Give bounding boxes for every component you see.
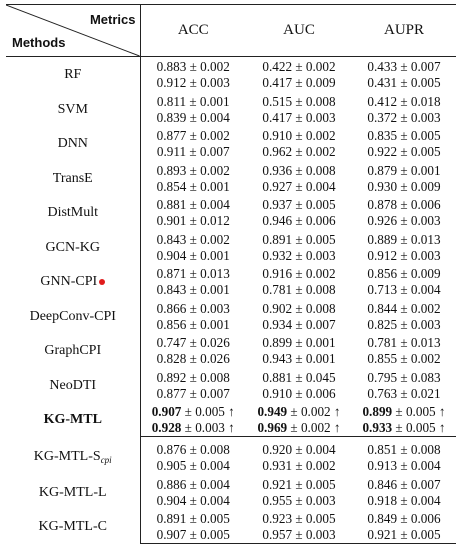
cell-acc: 0.907 ± 0.005 bbox=[140, 527, 246, 544]
cell-aupr: 0.849 ± 0.006 bbox=[367, 511, 441, 526]
method-name bbox=[6, 230, 140, 265]
cell-acc: 0.828 ± 0.026 bbox=[156, 351, 230, 367]
results-table bbox=[6, 4, 456, 544]
value-deviation: ± 0.005 ↑ bbox=[392, 420, 446, 435]
cell-acc: 0.893 ± 0.002 bbox=[156, 162, 230, 178]
table-header-row bbox=[6, 5, 456, 57]
cell-acc: 0.854 ± 0.001 bbox=[156, 178, 230, 194]
cell-auc: 0.934 ± 0.007 bbox=[262, 316, 336, 332]
best-value: 0.928 bbox=[151, 420, 182, 435]
cell-auc: 0.955 ± 0.003 bbox=[262, 492, 336, 508]
column-header-aupr: AUPR bbox=[352, 5, 456, 57]
cell-acc: 0.839 ± 0.004 bbox=[156, 109, 230, 125]
cell-auc: 0.881 ± 0.045 bbox=[262, 369, 336, 385]
cell-aupr: 0.889 ± 0.013 bbox=[367, 231, 441, 247]
cell-auc: 0.937 ± 0.005 bbox=[262, 197, 336, 212]
method-label: DeepConv-CPI bbox=[29, 308, 116, 324]
method-label: SVM bbox=[57, 101, 88, 117]
cell-aupr bbox=[352, 402, 456, 420]
cell-auc bbox=[246, 402, 352, 420]
cell-aupr: 0.835 ± 0.005 bbox=[367, 128, 441, 143]
method-label: GraphCPI bbox=[44, 343, 102, 359]
method-label: GCN-KG bbox=[45, 239, 100, 255]
cell-auc: 0.957 ± 0.003 bbox=[246, 527, 352, 544]
table-row bbox=[6, 57, 456, 76]
cell-auc: 0.927 ± 0.004 bbox=[262, 178, 336, 194]
cell-auc: 0.891 ± 0.005 bbox=[262, 231, 336, 247]
cell-auc: 0.932 ± 0.003 bbox=[262, 247, 336, 263]
method-name bbox=[6, 161, 140, 196]
cell-aupr: 0.855 ± 0.002 bbox=[367, 351, 441, 367]
method-name bbox=[6, 299, 140, 334]
value-deviation: ± 0.005 ↑ bbox=[392, 404, 446, 419]
table-row bbox=[6, 92, 456, 110]
cell-acc: 0.905 ± 0.004 bbox=[156, 458, 230, 474]
value-deviation: ± 0.002 ↑ bbox=[287, 420, 341, 435]
cell-aupr: 0.795 ± 0.083 bbox=[367, 369, 441, 385]
method-name bbox=[6, 264, 140, 299]
method-name bbox=[6, 402, 140, 437]
cell-auc: 0.910 ± 0.002 bbox=[262, 128, 336, 143]
best-value: 0.899 bbox=[362, 404, 393, 419]
table-row bbox=[6, 402, 456, 420]
method-name bbox=[6, 475, 140, 510]
cell-aupr: 0.412 ± 0.018 bbox=[367, 93, 441, 109]
cell-acc: 0.856 ± 0.001 bbox=[156, 316, 230, 332]
table-row bbox=[6, 368, 456, 386]
method-label: TransE bbox=[52, 170, 93, 186]
cell-aupr: 0.372 ± 0.003 bbox=[367, 109, 441, 125]
method-label: KG-MTL-S bbox=[33, 448, 101, 464]
methods-label: Methods bbox=[12, 35, 66, 50]
cell-auc: 0.417 ± 0.009 bbox=[262, 75, 336, 91]
method-name bbox=[6, 195, 140, 230]
cell-acc: 0.891 ± 0.005 bbox=[156, 511, 230, 526]
cell-auc: 0.781 ± 0.008 bbox=[262, 282, 336, 298]
method-subscript: cpi bbox=[100, 454, 112, 465]
cell-acc: 0.871 ± 0.013 bbox=[156, 266, 230, 281]
best-value: 0.949 bbox=[257, 404, 288, 419]
column-header-auc: AUC bbox=[246, 5, 352, 57]
cell-acc: 0.877 ± 0.002 bbox=[156, 128, 230, 143]
cell-aupr bbox=[352, 420, 456, 437]
cell-aupr: 0.846 ± 0.007 bbox=[367, 476, 441, 492]
cell-aupr: 0.922 ± 0.005 bbox=[367, 144, 441, 160]
table-row bbox=[6, 475, 456, 493]
cell-aupr: 0.763 ± 0.021 bbox=[367, 385, 441, 401]
red-dot-marker bbox=[99, 279, 105, 285]
cell-auc: 0.910 ± 0.006 bbox=[262, 385, 336, 401]
cell-auc: 0.899 ± 0.001 bbox=[262, 335, 336, 350]
cell-aupr: 0.431 ± 0.005 bbox=[367, 75, 441, 91]
cell-acc: 0.881 ± 0.004 bbox=[156, 197, 230, 212]
cell-aupr: 0.781 ± 0.013 bbox=[367, 335, 441, 350]
cell-aupr: 0.851 ± 0.008 bbox=[367, 442, 441, 457]
cell-auc: 0.921 ± 0.005 bbox=[262, 476, 336, 492]
cell-auc bbox=[246, 420, 352, 437]
cell-acc: 0.883 ± 0.002 bbox=[156, 59, 230, 74]
value-deviation: ± 0.003 ↑ bbox=[181, 420, 235, 435]
cell-acc: 0.877 ± 0.007 bbox=[156, 385, 230, 401]
table-row bbox=[6, 333, 456, 351]
cell-acc: 0.892 ± 0.008 bbox=[156, 369, 230, 385]
table-row bbox=[6, 299, 456, 317]
best-value: 0.933 bbox=[362, 420, 393, 435]
cell-aupr: 0.912 ± 0.003 bbox=[367, 247, 441, 263]
method-label: KG-MTL-L bbox=[38, 484, 107, 500]
cell-acc: 0.904 ± 0.001 bbox=[156, 247, 230, 263]
table-row bbox=[6, 161, 456, 179]
method-name bbox=[6, 437, 140, 475]
cell-aupr: 0.844 ± 0.002 bbox=[367, 300, 441, 316]
cell-aupr: 0.825 ± 0.003 bbox=[367, 316, 441, 332]
table-row bbox=[6, 126, 456, 144]
method-label: DNN bbox=[57, 136, 88, 152]
best-value: 0.907 bbox=[151, 404, 182, 419]
cell-acc: 0.901 ± 0.012 bbox=[156, 213, 230, 229]
cell-auc: 0.962 ± 0.002 bbox=[262, 144, 336, 160]
column-header-acc: ACC bbox=[140, 5, 246, 57]
cell-aupr: 0.918 ± 0.004 bbox=[367, 492, 441, 508]
method-label: NeoDTI bbox=[49, 377, 97, 393]
cell-acc: 0.843 ± 0.002 bbox=[156, 231, 230, 247]
method-label: KG-MTL bbox=[43, 412, 102, 428]
cell-acc: 0.876 ± 0.008 bbox=[156, 442, 230, 457]
cell-auc: 0.923 ± 0.005 bbox=[262, 511, 336, 526]
method-label: RF bbox=[64, 67, 82, 83]
best-value: 0.969 bbox=[257, 420, 288, 435]
table-row bbox=[6, 437, 456, 459]
cell-acc: 0.912 ± 0.003 bbox=[156, 75, 230, 91]
cell-auc: 0.902 ± 0.008 bbox=[262, 300, 336, 316]
method-label: KG-MTL-C bbox=[38, 519, 107, 535]
value-deviation: ± 0.002 ↑ bbox=[287, 404, 341, 419]
cell-aupr: 0.926 ± 0.003 bbox=[367, 213, 441, 229]
cell-acc: 0.811 ± 0.001 bbox=[156, 93, 230, 109]
cell-auc: 0.931 ± 0.002 bbox=[262, 458, 336, 474]
diagonal-header-cell bbox=[6, 5, 140, 57]
table-row bbox=[6, 264, 456, 282]
table-body bbox=[6, 57, 456, 544]
cell-aupr: 0.921 ± 0.005 bbox=[352, 527, 456, 544]
cell-auc: 0.515 ± 0.008 bbox=[262, 93, 336, 109]
cell-acc: 0.911 ± 0.007 bbox=[156, 144, 230, 160]
table-row bbox=[6, 230, 456, 248]
metrics-label: Metrics bbox=[89, 12, 136, 27]
method-name bbox=[6, 92, 140, 127]
cell-acc: 0.904 ± 0.004 bbox=[156, 492, 230, 508]
method-name bbox=[6, 126, 140, 161]
table-row bbox=[6, 195, 456, 213]
cell-auc: 0.936 ± 0.008 bbox=[262, 162, 336, 178]
table-row bbox=[6, 509, 456, 527]
cell-auc: 0.920 ± 0.004 bbox=[262, 442, 336, 457]
cell-aupr: 0.713 ± 0.004 bbox=[367, 282, 441, 298]
cell-aupr: 0.856 ± 0.009 bbox=[367, 266, 441, 281]
cell-acc: 0.843 ± 0.001 bbox=[156, 282, 230, 298]
cell-acc: 0.747 ± 0.026 bbox=[156, 335, 230, 350]
cell-acc: 0.886 ± 0.004 bbox=[156, 476, 230, 492]
cell-acc bbox=[140, 402, 246, 420]
cell-aupr: 0.930 ± 0.009 bbox=[367, 178, 441, 194]
cell-auc: 0.916 ± 0.002 bbox=[262, 266, 336, 281]
method-name bbox=[6, 57, 140, 92]
cell-aupr: 0.879 ± 0.001 bbox=[367, 162, 441, 178]
cell-aupr: 0.878 ± 0.006 bbox=[367, 197, 441, 212]
method-name bbox=[6, 509, 140, 544]
method-name bbox=[6, 368, 140, 403]
value-deviation: ± 0.005 ↑ bbox=[181, 404, 235, 419]
cell-acc: 0.866 ± 0.003 bbox=[156, 300, 230, 316]
method-name bbox=[6, 333, 140, 368]
cell-acc bbox=[140, 420, 246, 437]
cell-auc: 0.422 ± 0.002 bbox=[262, 59, 336, 74]
cell-aupr: 0.433 ± 0.007 bbox=[367, 59, 441, 74]
cell-auc: 0.417 ± 0.003 bbox=[262, 109, 336, 125]
cell-auc: 0.946 ± 0.006 bbox=[262, 213, 336, 229]
method-label: GNN-CPI bbox=[40, 274, 98, 290]
method-label: DistMult bbox=[47, 205, 99, 221]
cell-auc: 0.943 ± 0.001 bbox=[262, 351, 336, 367]
cell-aupr: 0.913 ± 0.004 bbox=[367, 458, 441, 474]
